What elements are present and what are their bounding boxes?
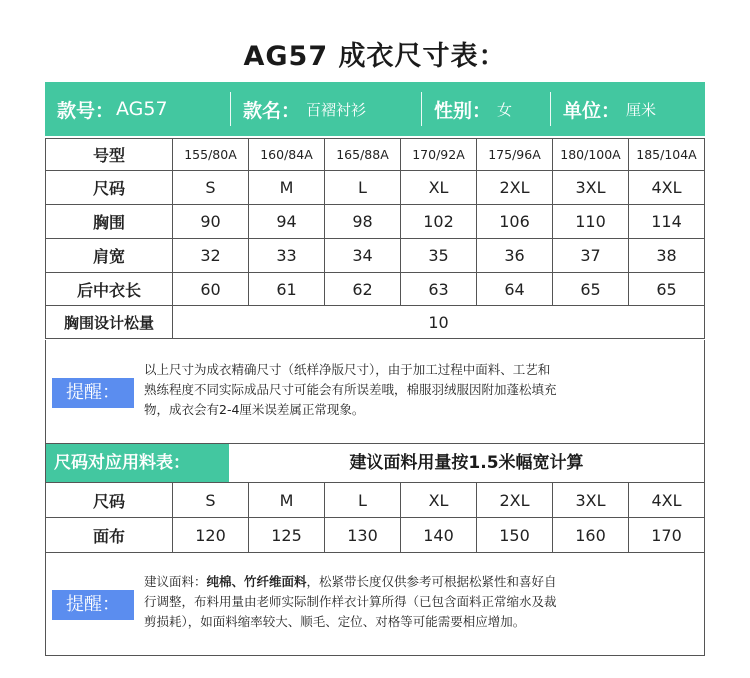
page-title: AG57 成衣尺寸表： (243, 41, 507, 72)
table-cell: 90 (173, 205, 249, 239)
table-cell: 4XL (629, 483, 705, 518)
table-cell: 155/80A (173, 139, 249, 171)
style-no-value: AG57 (116, 98, 168, 120)
style-name-label: 款名： (243, 99, 301, 122)
table-cell: S (173, 483, 249, 518)
note-text (144, 360, 700, 420)
table-cell: 35 (401, 239, 477, 273)
fabric-table (45, 482, 705, 553)
table-cell: 160 (553, 518, 629, 553)
table-cell: 4XL (629, 171, 705, 205)
table-row (46, 483, 705, 518)
note-line: 行调整，布料用量由老师实际制作样衣计算所得（已包含面料正常缩水及裁 (144, 594, 557, 609)
gender (422, 82, 550, 136)
fabric-width-note: 建议面料用量按1.5米幅宽计算 (349, 453, 584, 473)
note-text (144, 572, 700, 632)
ease-label: 胸围设计松量 (46, 306, 173, 339)
table-cell: 125 (249, 518, 325, 553)
gender-label: 性别： (434, 99, 492, 122)
table-cell: 175/96A (477, 139, 553, 171)
table-cell: 165/88A (325, 139, 401, 171)
row-label: 尺码 (46, 483, 173, 518)
row-label: 胸围 (46, 205, 173, 239)
row-label: 面布 (46, 518, 173, 553)
table-row (46, 239, 705, 273)
table-row (46, 273, 705, 306)
table-cell: L (325, 483, 401, 518)
note-line: 物，成衣会有2-4厘米误差属正常现象。 (144, 402, 365, 417)
note-box (45, 340, 705, 444)
note-prefix: 建议面料： (144, 574, 207, 589)
style-no (45, 82, 230, 136)
table-cell: 160/84A (249, 139, 325, 171)
note-line: 熟练程度不同实际成品尺寸可能会有所误差哦，棉服羽绒服因附加蓬松填充 (144, 382, 557, 397)
table-cell: 102 (401, 205, 477, 239)
reminder-badge: 提醒： (52, 378, 134, 408)
note-line (144, 572, 700, 592)
table-cell: 3XL (553, 483, 629, 518)
table-row (46, 518, 705, 553)
reminder-badge: 提醒： (52, 590, 134, 620)
header-divider (550, 92, 551, 126)
table-cell: 65 (553, 273, 629, 306)
table-cell: 180/100A (553, 139, 629, 171)
table-cell: 33 (249, 239, 325, 273)
table-cell: 140 (401, 518, 477, 553)
table-cell: 130 (325, 518, 401, 553)
table-cell: 106 (477, 205, 553, 239)
table-cell: 2XL (477, 171, 553, 205)
info-header (45, 82, 705, 136)
table-cell: 185/104A (629, 139, 705, 171)
table-cell: L (325, 171, 401, 205)
unit-label: 单位： (563, 99, 621, 122)
table-cell: 37 (553, 239, 629, 273)
table-cell: 98 (325, 205, 401, 239)
table-cell: M (249, 483, 325, 518)
note-line: 以上尺寸为成衣精确尺寸（纸样净版尺寸），由于加工过程中面料、工艺和 (144, 362, 551, 377)
table-row (46, 171, 705, 205)
fabric-bar (45, 444, 705, 482)
table-cell: 38 (629, 239, 705, 273)
table-cell: 94 (249, 205, 325, 239)
row-label: 尺码 (46, 171, 173, 205)
table-cell: 3XL (553, 171, 629, 205)
style-no-label: 款号： (57, 99, 115, 122)
fabric-table-label: 尺码对应用料表： (46, 444, 229, 482)
table-cell: 170/92A (401, 139, 477, 171)
table-cell: M (249, 171, 325, 205)
gender-value: 女 (497, 100, 513, 119)
note-suffix: ，松紧带长度仅供参考可根据松紧性和喜好自 (306, 574, 557, 589)
table-cell: S (173, 171, 249, 205)
table-cell: 65 (629, 273, 705, 306)
note-fabric-emphasis: 纯棉、竹纤维面料 (206, 574, 307, 589)
style-name (231, 82, 421, 136)
table-cell: 61 (249, 273, 325, 306)
unit (551, 82, 701, 136)
header-divider (230, 92, 231, 126)
table-cell: 170 (629, 518, 705, 553)
row-label: 号型 (46, 139, 173, 171)
header-divider (421, 92, 422, 126)
table-row (46, 306, 705, 339)
note-box (45, 552, 705, 656)
ease-value: 10 (173, 306, 705, 339)
size-table (45, 138, 705, 339)
table-cell: 120 (173, 518, 249, 553)
table-cell: 34 (325, 239, 401, 273)
table-cell: 62 (325, 273, 401, 306)
style-name-value: 百褶衬衫 (306, 100, 367, 119)
table-row (46, 139, 705, 171)
note-line: 剪损耗），如面料缩率较大、顺毛、定位、对格等可能需要相应增加。 (144, 614, 526, 629)
table-cell: 110 (553, 205, 629, 239)
table-cell: 36 (477, 239, 553, 273)
unit-value: 厘米 (626, 100, 657, 119)
table-cell: XL (401, 171, 477, 205)
row-label: 肩宽 (46, 239, 173, 273)
table-cell: 32 (173, 239, 249, 273)
table-cell: 60 (173, 273, 249, 306)
table-cell: XL (401, 483, 477, 518)
table-cell: 2XL (477, 483, 553, 518)
table-cell: 63 (401, 273, 477, 306)
table-cell: 114 (629, 205, 705, 239)
table-cell: 150 (477, 518, 553, 553)
table-cell: 64 (477, 273, 553, 306)
table-row (46, 205, 705, 239)
row-label: 后中衣长 (46, 273, 173, 306)
